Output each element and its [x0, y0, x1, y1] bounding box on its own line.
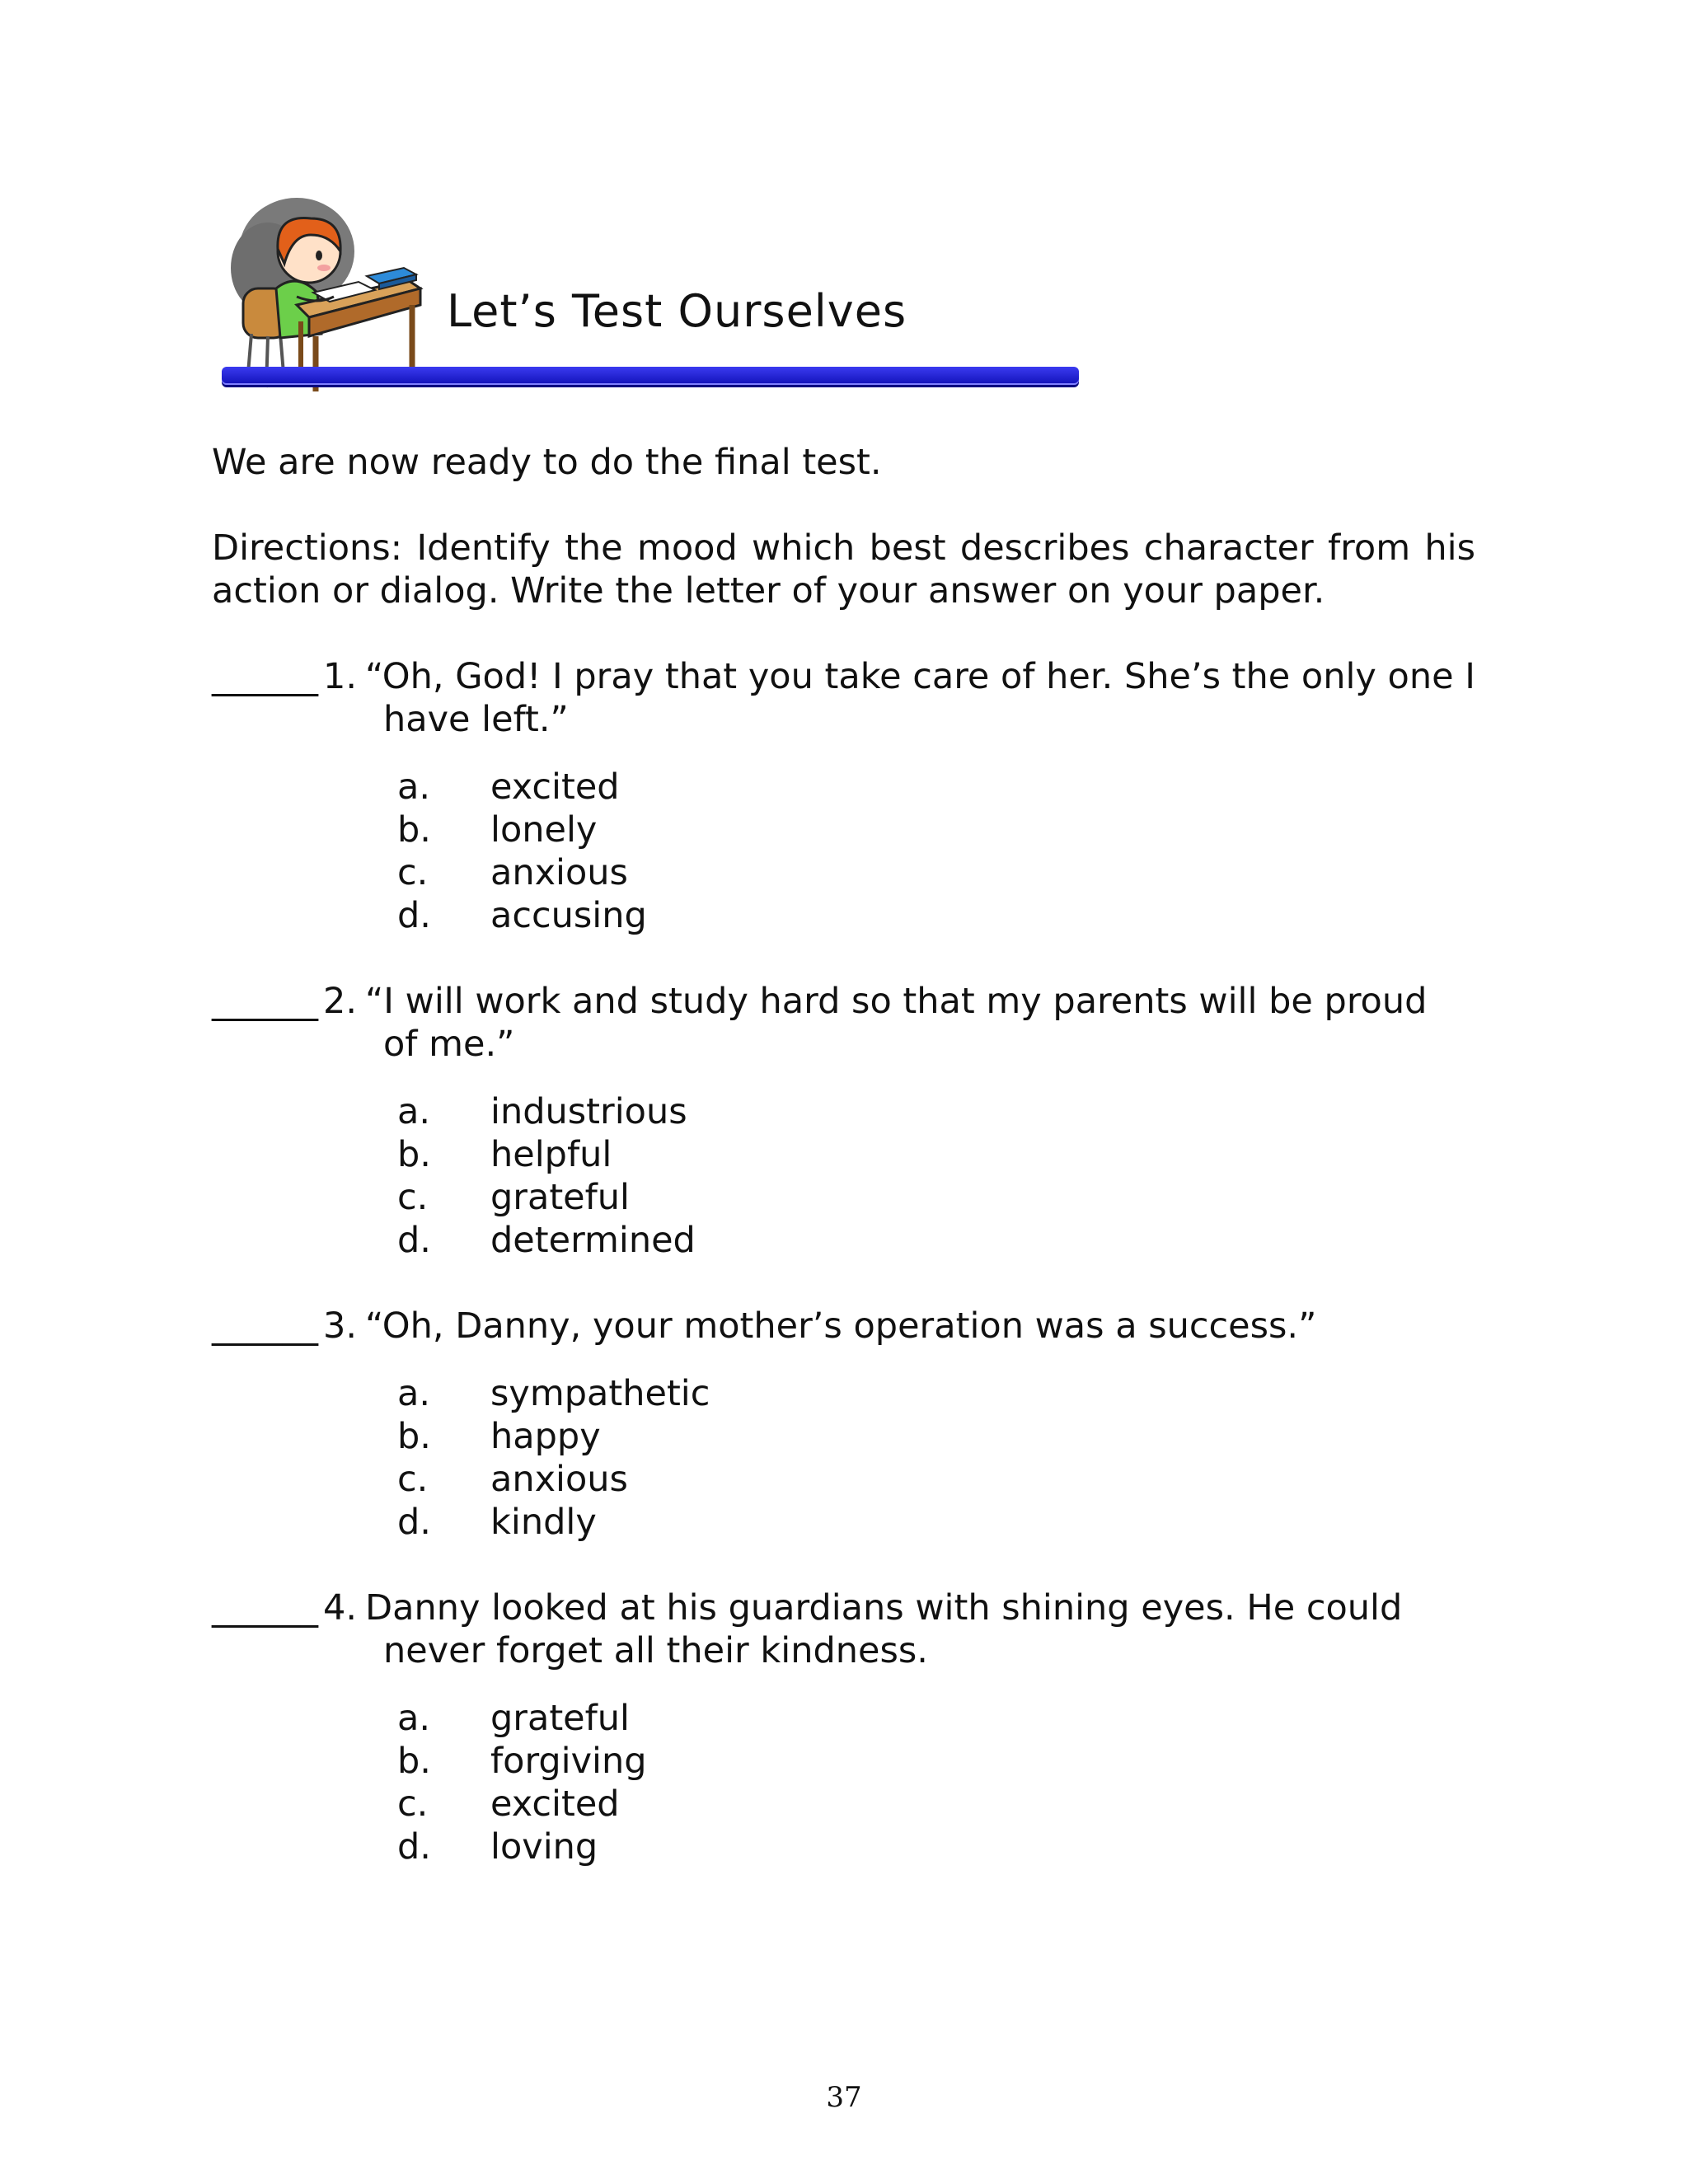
question-number: 1.: [323, 656, 358, 697]
option-list: [212, 1697, 1475, 1868]
option-d: d. accusing: [397, 895, 647, 936]
question-2: [212, 980, 1475, 1262]
option-b: b. happy: [397, 1416, 601, 1457]
option-c: c. anxious: [397, 1459, 628, 1500]
question-4: [212, 1586, 1475, 1868]
option-c: c. excited: [397, 1783, 620, 1825]
option-c: c. anxious: [397, 852, 628, 893]
option-list: [212, 1372, 1475, 1544]
student-at-desk-illustration: [218, 190, 424, 391]
question-3: [212, 1305, 1475, 1544]
option-a: a. industrious: [397, 1091, 687, 1132]
page-title: Let’s Test Ourselves: [447, 285, 907, 337]
question-text-continued: have left.”: [383, 699, 569, 740]
answer-blank: ______: [212, 656, 318, 697]
question-text: “Oh, God! I pray that you take care of her. She’s the only one I: [365, 656, 1475, 697]
question-1: [212, 655, 1475, 937]
title-underline-bar: [222, 367, 1079, 385]
question-number: 2.: [323, 981, 358, 1022]
question-text-continued: never forget all their kindness.: [383, 1630, 928, 1671]
test-content: [212, 441, 1475, 1911]
option-list: [212, 1090, 1475, 1262]
page-number: 37: [826, 2081, 862, 2114]
option-a: a. sympathetic: [397, 1373, 710, 1414]
question-number: 4.: [323, 1587, 358, 1629]
question-number: 3.: [323, 1305, 358, 1347]
directions-text: Directions: Identify the mood which best describes character from his action or dialog. Write the letter of your answer on your paper.: [212, 527, 1475, 612]
option-b: b. lonely: [397, 809, 598, 851]
answer-blank: ______: [212, 1587, 318, 1629]
answer-blank: ______: [212, 981, 318, 1022]
question-text-continued: of me.”: [383, 1024, 515, 1065]
option-c: c. grateful: [397, 1177, 630, 1218]
option-b: b. helpful: [397, 1134, 612, 1175]
option-d: d. kindly: [397, 1502, 597, 1543]
intro-text: We are now ready to do the final test.: [212, 442, 882, 483]
question-text: “I will work and study hard so that my parents will be proud: [365, 981, 1428, 1022]
option-d: d. determined: [397, 1220, 696, 1261]
option-list: [212, 766, 1475, 937]
option-a: a. grateful: [397, 1698, 630, 1739]
question-text: “Oh, Danny, your mother’s operation was a success.”: [365, 1305, 1317, 1347]
question-text: Danny looked at his guardians with shining eyes. He could: [365, 1587, 1403, 1629]
answer-blank: ______: [212, 1305, 318, 1347]
option-d: d. loving: [397, 1826, 598, 1868]
option-a: a. excited: [397, 766, 620, 808]
option-b: b. forgiving: [397, 1741, 647, 1782]
section-header: [218, 190, 1081, 391]
